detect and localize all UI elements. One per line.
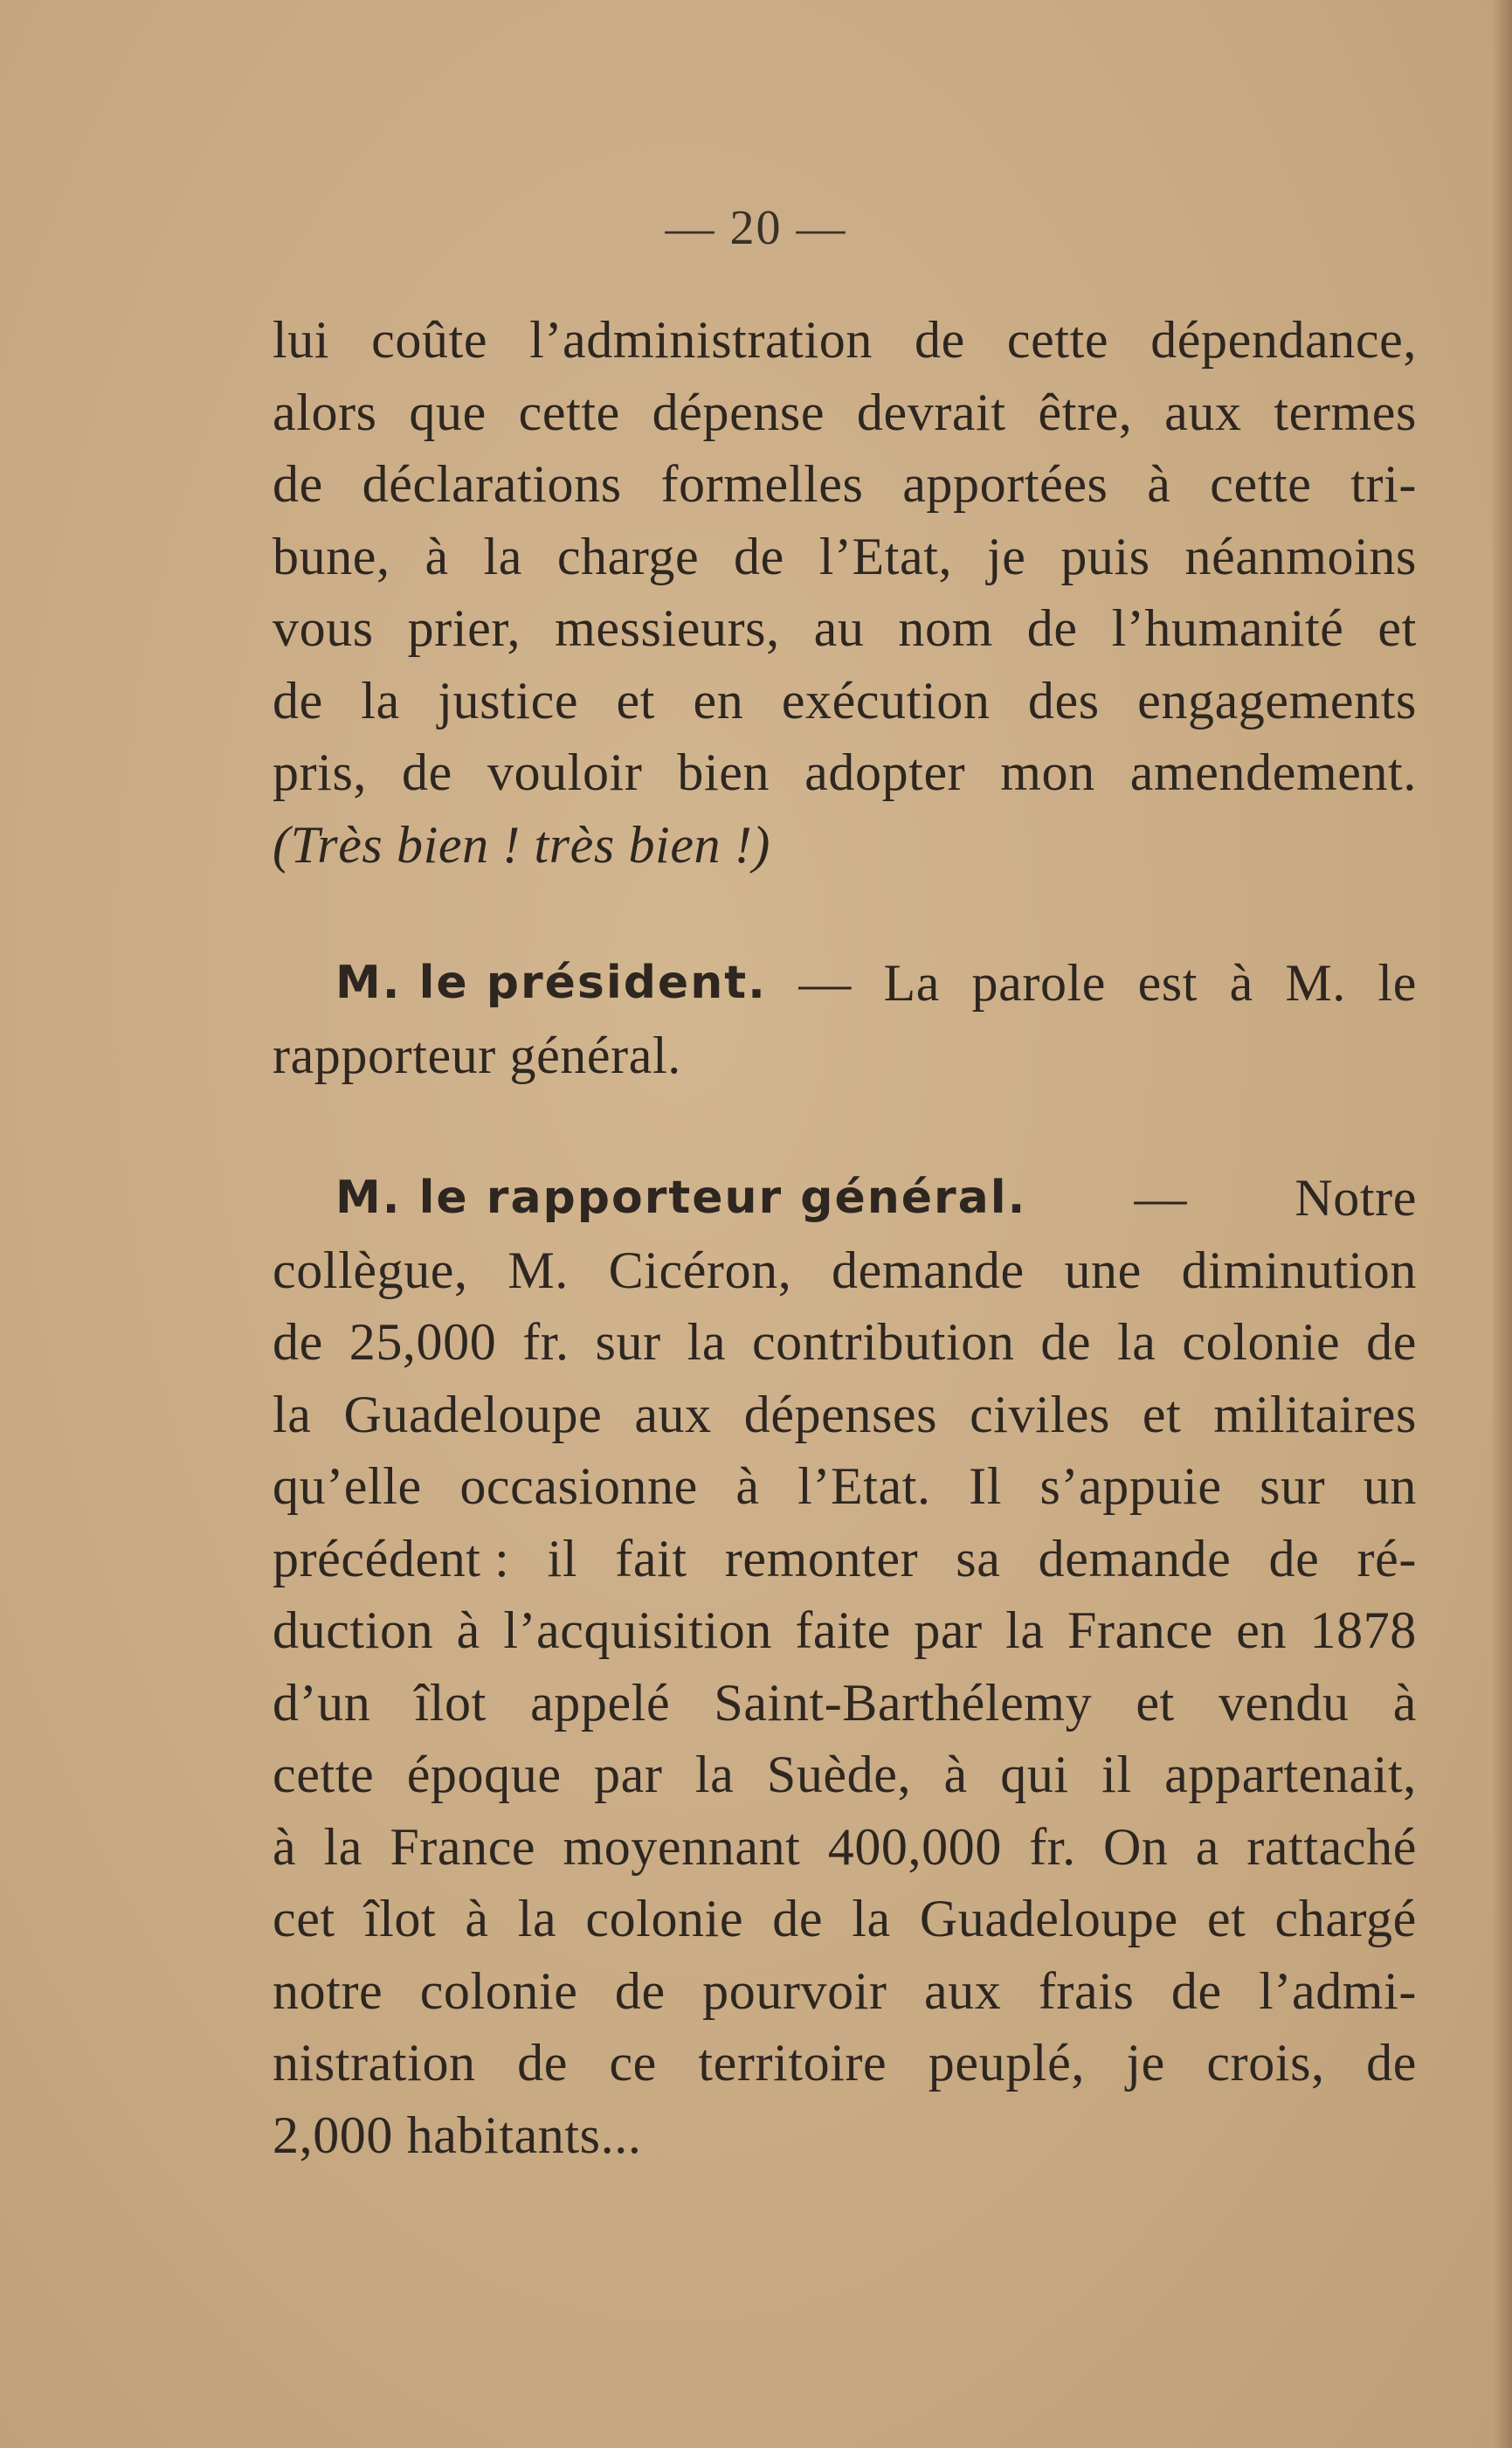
word: parole [971, 954, 1107, 1012]
word: à [425, 527, 449, 585]
word: 25,000 [349, 1313, 497, 1371]
word: contribution [751, 1313, 1015, 1371]
word: Saint-Barthélemy [714, 1673, 1093, 1732]
word: territoire [698, 2034, 887, 2092]
word: colonie [1182, 1313, 1341, 1371]
word: tri- [1350, 455, 1417, 513]
word: l’acquisition [503, 1601, 772, 1659]
word: époque [406, 1746, 562, 1803]
word: nom [898, 599, 993, 657]
word: 400,000 [827, 1817, 1002, 1876]
applause-text: (Très bien ! très bien !) [273, 815, 770, 874]
word: coûte [371, 311, 488, 369]
word: civiles [970, 1385, 1110, 1443]
word: Cicéron, [608, 1241, 792, 1299]
word: Guadeloupe [343, 1385, 603, 1443]
word: frais [1038, 1961, 1135, 2020]
word: à [1147, 455, 1171, 513]
word: nistration [273, 2034, 476, 2092]
text-line [273, 377, 1417, 449]
word: devrait [856, 383, 1006, 441]
word: et [1136, 1673, 1175, 1732]
word: Notre [1295, 1169, 1417, 1227]
word: l’humanité [1111, 599, 1344, 657]
text-line [273, 1306, 1417, 1379]
word: qui [1000, 1746, 1069, 1803]
word: la [694, 1746, 735, 1803]
word: a [1195, 1817, 1219, 1876]
word: vendu [1218, 1673, 1350, 1732]
word: demande [1038, 1529, 1232, 1587]
word: de [1040, 1313, 1092, 1371]
text-line [273, 1667, 1417, 1739]
text-line-applause [273, 809, 1417, 882]
word: de [1366, 1313, 1417, 1371]
text-line [273, 1739, 1417, 1811]
word: îlot [414, 1673, 487, 1732]
word: faite [795, 1601, 891, 1659]
word: en [1236, 1601, 1288, 1659]
word: M. [1285, 954, 1346, 1012]
text-line [273, 1955, 1417, 2028]
text-line [273, 1523, 1417, 1595]
word: un [1363, 1457, 1417, 1515]
word: la [1117, 1313, 1156, 1371]
text-line [273, 448, 1417, 521]
word: la [361, 671, 400, 730]
word: de [614, 1961, 666, 2020]
word: militaires [1213, 1385, 1417, 1443]
word: engagements [1137, 671, 1417, 730]
word: il [547, 1529, 578, 1587]
word: de [517, 2034, 568, 2092]
word: diminution [1181, 1241, 1417, 1299]
word: prier, [407, 599, 521, 657]
paragraph-lines [273, 1234, 1417, 2099]
word: duction [273, 1601, 434, 1659]
word: une [1064, 1241, 1142, 1299]
word: sur [1260, 1457, 1326, 1515]
word: ré- [1357, 1529, 1417, 1587]
text-line [273, 1450, 1417, 1523]
word: il [1101, 1746, 1132, 1803]
word: néanmoins [1184, 527, 1417, 585]
word: demande [832, 1241, 1025, 1299]
word: je [1126, 2034, 1165, 2092]
word: déclarations [362, 455, 622, 513]
text-line-rapporteur-first [273, 1162, 1417, 1234]
word: bune, [273, 527, 390, 585]
speaker-name-president: M. le président. [335, 957, 767, 1009]
word: la [323, 1817, 363, 1876]
word: l’Etat, [818, 527, 953, 585]
word: de [1268, 1529, 1320, 1587]
word: à [1392, 1673, 1417, 1732]
word: Suède, [766, 1746, 912, 1803]
text-line-final [273, 2099, 1417, 2172]
text-line [273, 521, 1417, 593]
word: en [693, 671, 744, 730]
word: La [883, 954, 940, 1012]
word: peuplé, [928, 2034, 1085, 2092]
text-line [273, 1379, 1417, 1451]
paragraph-rapporteur [273, 1162, 1417, 2171]
text-line-content: rapporteur général. [273, 1026, 681, 1084]
word: cette [1006, 311, 1109, 369]
word: amendement. [1129, 743, 1417, 801]
word: de [402, 743, 452, 801]
word: puis [1060, 527, 1150, 585]
word: je [986, 527, 1026, 585]
word: alors [273, 383, 377, 441]
word: de [273, 671, 323, 730]
word: cette [518, 383, 620, 441]
text-line [273, 665, 1417, 737]
word: îlot [363, 1890, 437, 1947]
word: à [1229, 954, 1253, 1012]
word: cette [273, 1746, 375, 1803]
word: pris, [273, 743, 367, 801]
word: de [1026, 599, 1078, 657]
word: messieurs, [555, 599, 780, 657]
word: à [456, 1601, 480, 1659]
word: de [734, 527, 784, 585]
word: pourvoir [702, 1961, 887, 2020]
word: s’appuie [1039, 1457, 1222, 1515]
word: et [616, 671, 656, 730]
word: et [1142, 1385, 1182, 1443]
word: précédent : [273, 1529, 510, 1587]
word: charge [556, 527, 700, 585]
text-line [273, 304, 1417, 377]
word: la [273, 1385, 312, 1443]
text-line [273, 592, 1417, 665]
word: France [1067, 1601, 1213, 1659]
word: appelé [530, 1673, 671, 1732]
word: la [852, 1890, 891, 1947]
word: fr. [522, 1313, 570, 1371]
word: formelles [660, 455, 864, 513]
word: ce [609, 2034, 657, 2092]
word: remonter [724, 1529, 919, 1587]
word: l’administration [529, 311, 873, 369]
word: dépenses [743, 1385, 938, 1443]
text-line [273, 2027, 1417, 2099]
word: dépendance, [1150, 311, 1417, 369]
word: de [273, 1313, 323, 1371]
text-line [273, 1883, 1417, 1955]
word: bien [677, 743, 770, 801]
word: être, [1038, 383, 1133, 441]
word: aux [634, 1385, 712, 1443]
word: de [1366, 2034, 1417, 2092]
text-line-president-second [273, 1020, 1417, 1092]
text-line [273, 736, 1417, 809]
speaker-name-rapporteur: M. le rapporteur général. [335, 1172, 1027, 1224]
word: chargé [1274, 1890, 1417, 1947]
word: aux [1164, 383, 1242, 441]
page-number: — 20 — [665, 201, 847, 255]
word: la [1005, 1601, 1045, 1659]
word: dépense [652, 383, 825, 441]
text-line-content: 2,000 habitants... [273, 2106, 642, 2164]
text-line [273, 1594, 1417, 1667]
word: est [1137, 954, 1198, 1012]
word: cet [273, 1890, 335, 1947]
word: à [465, 1890, 489, 1947]
text-line-president-first [273, 947, 1417, 1020]
word: de [273, 455, 323, 513]
word: — [1134, 1169, 1188, 1227]
word: fait [615, 1529, 687, 1587]
word: France [390, 1817, 536, 1876]
word: appartenait, [1164, 1746, 1417, 1803]
word: sa [956, 1529, 1001, 1587]
word: à [273, 1817, 297, 1876]
word: sur [595, 1313, 661, 1371]
paragraph-president [273, 947, 1417, 1091]
word: moyennant [563, 1817, 801, 1876]
word: termes [1274, 383, 1417, 441]
word: et [1206, 1890, 1246, 1947]
word: — [798, 954, 852, 1012]
word: de [915, 311, 965, 369]
word: adopter [804, 743, 966, 801]
word: au [813, 599, 865, 657]
word: que [409, 383, 487, 441]
word: Guadeloupe [919, 1890, 1178, 1947]
word: d’un [273, 1673, 371, 1732]
word: mon [1000, 743, 1095, 801]
word: lui [273, 311, 330, 369]
word: collègue, [273, 1241, 468, 1299]
word: aux [924, 1961, 1002, 2020]
word: et [1377, 599, 1417, 657]
word: la [687, 1313, 727, 1371]
word: la [483, 527, 523, 585]
word: apportées [902, 455, 1108, 513]
word: à [735, 1457, 760, 1515]
paragraph-speech-end [273, 304, 1417, 881]
text-line [273, 1234, 1417, 1307]
word: colonie [419, 1961, 578, 2020]
word: des [1027, 671, 1100, 730]
word: cette [1210, 455, 1312, 513]
word: rattaché [1246, 1817, 1417, 1876]
word: justice [438, 671, 579, 730]
word: M. [507, 1241, 569, 1299]
word: de [772, 1890, 824, 1947]
word: par [594, 1746, 663, 1803]
word: fr. [1029, 1817, 1076, 1876]
paragraph-lines [273, 304, 1417, 809]
word: le [1377, 954, 1417, 1012]
word: notre [273, 1961, 383, 2020]
word: On [1102, 1817, 1169, 1876]
word: colonie [585, 1890, 744, 1947]
text-line [273, 1811, 1417, 1884]
word: occasionne [459, 1457, 698, 1515]
word: de [1170, 1961, 1222, 2020]
word: exécution [781, 671, 991, 730]
word: Il [969, 1457, 1002, 1515]
word: par [914, 1601, 983, 1659]
word: vous [273, 599, 374, 657]
word: 1878 [1309, 1601, 1417, 1659]
word: à [943, 1746, 968, 1803]
word: crois, [1206, 2034, 1325, 2092]
word: l’Etat. [797, 1457, 931, 1515]
word: l’admi- [1259, 1961, 1417, 2020]
word: la [517, 1890, 557, 1947]
word: vouloir [487, 743, 643, 801]
word: qu’elle [273, 1457, 422, 1515]
